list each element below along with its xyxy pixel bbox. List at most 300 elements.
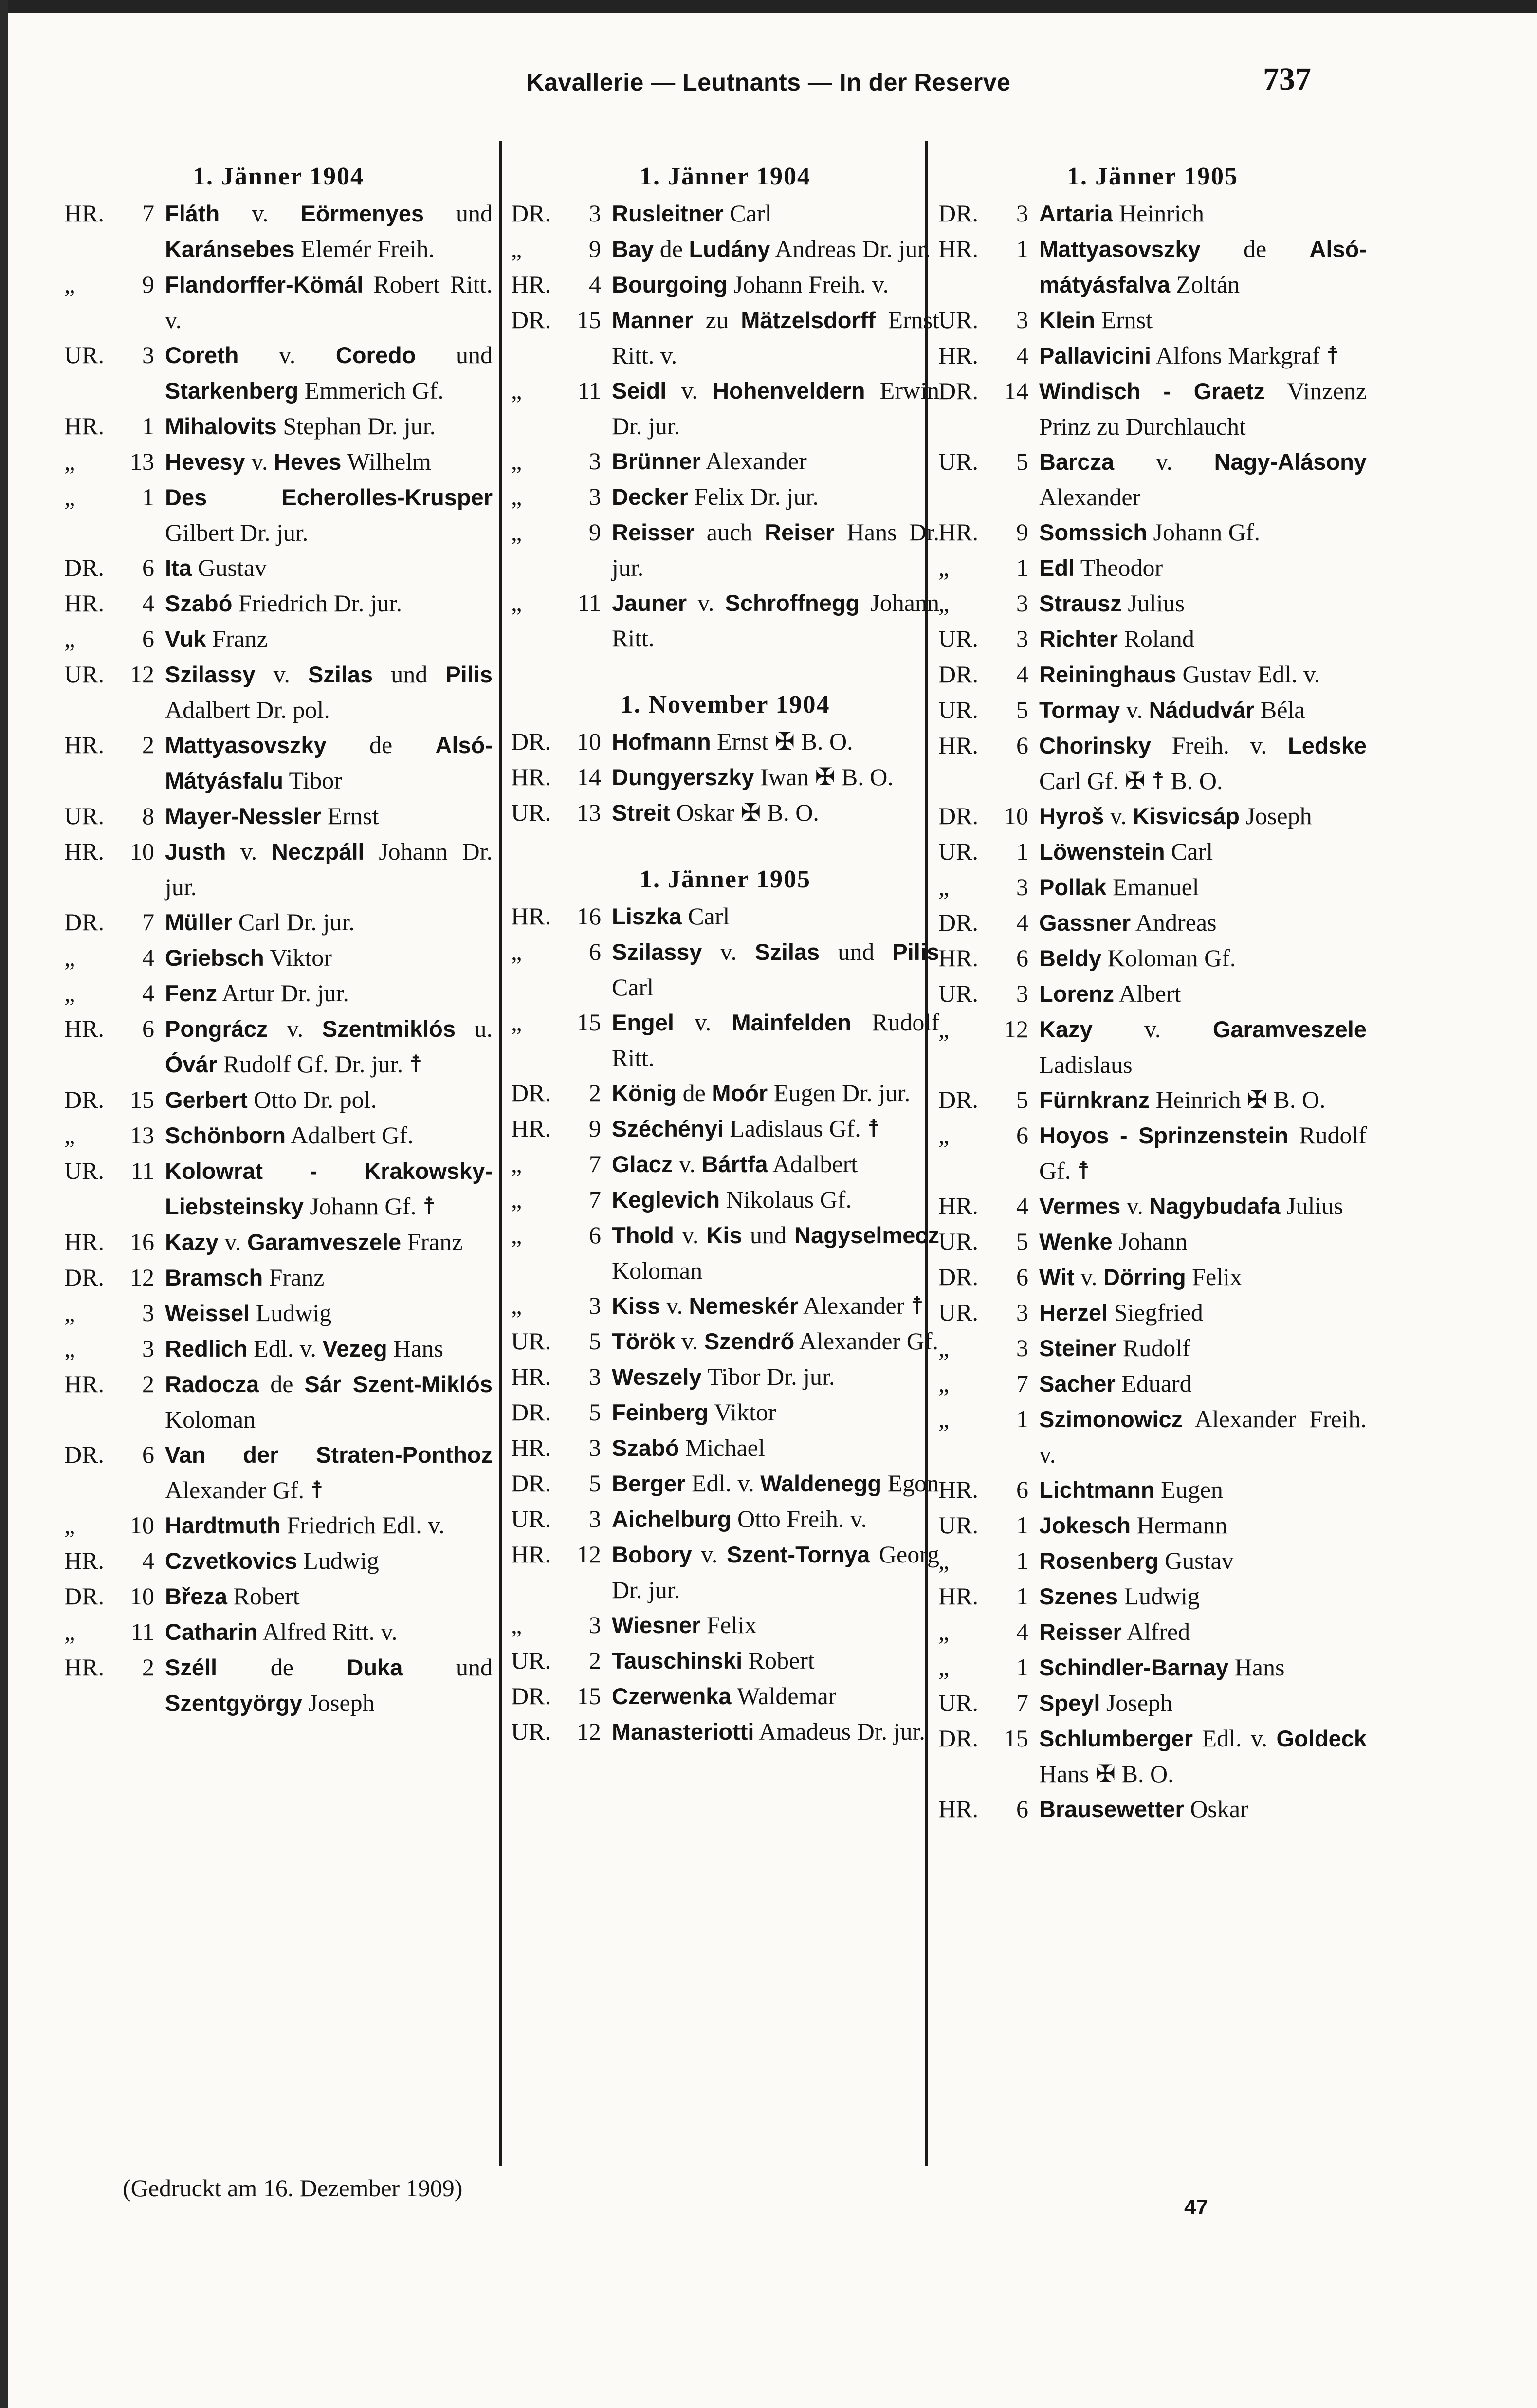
roster-entry [938,231,1367,302]
regiment-number: 15 [130,1086,154,1113]
name-detail: Gustav [191,554,267,581]
section-title: 1. Jänner 1905 [639,865,811,893]
officer-name [612,1466,939,1501]
name-detail: Carl Gf. ✠ ☨ B. O. [1039,767,1223,794]
regiment-number: 3 [142,341,154,368]
roster-entry [511,1359,939,1395]
name-detail: Joseph [1239,802,1312,829]
roster-entry [64,337,493,408]
roster-entry [64,940,493,975]
regiment-number: 6 [589,938,601,965]
officer-name [165,1650,493,1721]
regiment-type: „ [938,1547,950,1574]
name-detail: Franz [263,1264,325,1291]
roster-entry [938,1401,1367,1472]
scan-top-edge [0,0,1537,13]
regiment-number: 7 [142,908,154,936]
section-title: 1. Jänner 1904 [192,163,365,190]
regiment-number: 2 [142,1370,154,1397]
name-detail: v. [245,448,274,475]
name-detail: v. [666,377,713,404]
name-detail: Ladislaus Gf. ☨ [723,1115,880,1142]
surname: Feinberg [612,1399,709,1425]
name-detail: Amadeus Dr. jur. [754,1718,925,1745]
name-detail: Alfred Ritt. v. [257,1618,398,1645]
surname: Kazy [165,1229,219,1255]
name-part: Schroffnegg [725,590,860,616]
regiment-type: DR. [511,306,551,333]
regiment-type: UR. [938,625,978,652]
surname: Griebsch [165,945,264,971]
name-part: Nagy-Alásony [1214,449,1367,475]
surname: Széchényi [612,1116,724,1141]
officer-name [612,1323,939,1359]
regiment-type: „ [511,1611,522,1638]
name-detail: Gustav [1158,1547,1234,1574]
name-detail: v. [1120,696,1149,723]
regiment-type: „ [511,447,522,475]
officer-name [1039,1791,1367,1827]
surname: Vuk [165,626,206,652]
regiment-number: 3 [589,447,601,475]
regiment-type: „ [511,1221,522,1249]
name-part: Pilis [892,939,939,965]
name-detail: Johann Gf. ☨ [303,1193,436,1220]
name-detail: Robert [742,1647,815,1674]
name-part: Reiser [765,519,835,545]
name-detail: Oskar ✠ B. O. [670,799,819,826]
regiment-number: 13 [130,448,154,475]
officer-name [1039,586,1367,621]
surname: Bramsch [165,1265,263,1290]
surname: Szilassy [165,662,256,687]
regiment-number: 4 [142,944,154,971]
regiment-number: 6 [589,1221,601,1249]
regiment-number: 1 [1016,235,1028,262]
officer-name [612,1607,939,1643]
name-detail: v. [1104,802,1133,829]
regiment-type: UR. [938,1228,978,1255]
officer-name [1039,515,1367,550]
regiment-type: HR. [64,1654,104,1681]
name-detail: Johann Ritt. [612,589,939,652]
roster-entry [938,1721,1367,1791]
officer-name [165,1118,493,1153]
regiment-type: UR. [511,1327,551,1355]
name-detail: Hans Dr. jur. [612,518,940,581]
officer-name [1039,1685,1367,1721]
officer-name [165,727,493,798]
roster-entry [511,1075,939,1111]
surname: Löwenstein [1039,839,1165,864]
surname: Pallavicini [1039,343,1151,368]
roster-entry [938,1614,1367,1650]
name-detail: Edl. v. [685,1470,761,1497]
surname: Decker [612,484,688,510]
surname: Mattyasovszky [1039,236,1201,262]
roster-entry [938,1295,1367,1330]
name-detail: Koloman [612,1257,703,1284]
name-detail: Nikolaus Gf. [720,1186,852,1213]
officer-name [1039,657,1367,692]
officer-name [165,621,493,657]
regiment-type: „ [938,1618,950,1645]
surname: Flandorffer-Kömál [165,272,364,297]
name-detail: Ludwig [250,1299,332,1326]
regiment-type: HR. [938,1192,978,1219]
name-detail: v. [702,938,755,965]
name-part: Garamveszele [1212,1016,1367,1042]
officer-name [612,1005,939,1075]
roster-entry [64,1224,493,1260]
roster-entry [64,798,493,834]
regiment-type: DR. [938,1086,978,1113]
name-detail: Alfred [1121,1618,1190,1645]
roster-entry [511,1714,939,1749]
regiment-number: 5 [1016,448,1028,475]
regiment-type: UR. [938,980,978,1007]
regiment-type: DR. [511,1470,551,1497]
name-detail: Joseph [1100,1689,1173,1716]
surname: Ita [165,555,192,581]
roster-entry [511,1111,939,1146]
name-detail: und [416,341,493,368]
name-detail: Robert [227,1582,300,1610]
officer-name [612,1430,939,1466]
name-detail: v. [1114,448,1214,475]
officer-name [165,1260,493,1295]
regiment-number: 3 [1016,873,1028,901]
roster-entry [938,586,1367,621]
regiment-number: 3 [589,1505,601,1532]
surname: Mayer-Nessler [165,803,322,829]
surname: Aichelburg [612,1506,732,1532]
name-detail: Carl [681,902,730,930]
roster-entry [64,1366,493,1437]
officer-name [1039,1259,1367,1295]
name-detail: v. [674,1221,707,1249]
regiment-number: 4 [142,979,154,1007]
regiment-number: 6 [142,1015,154,1042]
name-detail: Joseph [302,1689,375,1716]
surname: Richter [1039,626,1118,652]
surname: Berger [612,1471,686,1496]
officer-name [165,1579,493,1614]
section-title: 1. November 1904 [620,691,830,718]
name-detail: Eugen Dr. jur. [768,1079,911,1106]
roster-entry [64,1650,493,1721]
regiment-number: 4 [1016,342,1028,369]
surname: Coreth [165,342,239,368]
officer-name [165,408,493,444]
name-part: Eörmenyes [300,201,424,226]
name-detail: Georg Dr. jur. [612,1541,939,1603]
regiment-type: DR. [64,1264,104,1291]
roster-entry [938,692,1367,728]
roster-entry [938,1082,1367,1118]
officer-name [165,1224,493,1260]
officer-name [1039,940,1367,976]
regiment-number: 6 [142,625,154,652]
name-detail: v. [1074,1263,1103,1290]
officer-name [612,1643,939,1678]
name-detail: de [326,731,436,758]
name-detail: Viktor [264,944,332,971]
name-detail: Alexander Gf. [794,1327,938,1355]
regiment-number: 12 [130,1264,154,1291]
name-part: Moór [712,1080,768,1106]
name-part: Szentgyörgy [165,1690,303,1716]
name-detail: Rudolf Gf. Dr. jur. ☨ [217,1050,422,1078]
officer-name [612,1359,939,1395]
officer-name [165,1331,493,1366]
officer-name [1039,798,1367,834]
name-part: Mätzelsdorff [741,307,876,333]
officer-name [165,975,493,1011]
surname: Strausz [1039,590,1122,616]
name-detail: Friedrich Dr. jur. [232,589,402,617]
regiment-type: DR. [64,1086,104,1113]
regiment-number: 1 [1016,1547,1028,1574]
regiment-type: „ [511,938,522,965]
roster-entry [938,1259,1367,1295]
surname: Bourgoing [612,272,728,297]
name-detail: Erwin Dr. jur. [612,377,939,440]
regiment-number: 3 [1016,589,1028,617]
name-part: Garamveszele [247,1229,402,1255]
regiment-type: HR. [64,731,104,758]
surname: Fürnkranz [1039,1087,1150,1113]
roster-entry [64,621,493,657]
regiment-type: DR. [938,1725,978,1752]
regiment-type: UR. [938,448,978,475]
surname: Catharin [165,1619,258,1645]
section-title: 1. Jänner 1904 [639,163,811,190]
surname: Szimonowicz [1039,1406,1183,1432]
name-detail: Felix [1186,1263,1242,1290]
name-part: Óvár [165,1051,218,1077]
regiment-type: UR. [64,1157,104,1184]
regiment-number: 10 [577,728,601,755]
regiment-type: „ [938,1370,950,1397]
name-detail: Waldemar [731,1682,837,1709]
surname: König [612,1080,677,1106]
roster-entry [511,515,939,585]
roster-entry [64,727,493,798]
officer-name [1039,976,1367,1011]
name-part: Hohenveldern [713,378,865,404]
roster-entry [938,834,1367,869]
name-detail: Robert Ritt. v. [165,271,493,333]
regiment-number: 10 [130,1511,154,1539]
surname: Weszely [612,1364,702,1390]
surname: Pollak [1039,874,1107,900]
name-detail: Heinrich [1113,200,1204,227]
name-detail: Tibor Dr. jur. [701,1363,835,1390]
regiment-type: UR. [938,838,978,865]
page-number: 737 [1263,61,1311,97]
roster-entry [938,1472,1367,1507]
regiment-type: „ [64,944,75,971]
name-detail: Hans ✠ B. O. [1039,1760,1174,1787]
roster-entry [938,1188,1367,1224]
officer-name [165,1153,493,1224]
officer-name [1039,1188,1367,1224]
name-detail: v. [674,1009,732,1036]
roster-entry [64,586,493,621]
name-detail: und [742,1221,795,1249]
surname: Kiss [612,1293,660,1319]
regiment-number: 6 [1016,1121,1028,1149]
name-part: Szendrő [704,1328,795,1354]
roster-entry [511,1323,939,1359]
surname: Chorinsky [1039,733,1151,758]
regiment-type: DR. [938,377,978,404]
officer-name [1039,338,1367,373]
name-detail: Felix Dr. jur. [688,483,819,510]
regiment-number: 1 [1016,838,1028,865]
name-detail: Rudolf [1116,1334,1190,1361]
name-detail: Ladislaus [1039,1051,1133,1078]
roster-entry [938,1650,1367,1685]
regiment-type: DR. [938,802,978,829]
name-detail: Adalbert Gf. [286,1121,414,1149]
name-part: Nemeskér [689,1293,799,1319]
surname: Rosenberg [1039,1548,1159,1574]
surname: Fláth [165,201,220,226]
officer-name [165,1437,493,1507]
roster-entry [511,1678,939,1714]
regiment-type: HR. [938,1582,978,1610]
officer-name [612,515,939,585]
regiment-type: „ [938,554,950,581]
name-detail: v. [692,1541,727,1568]
regiment-number: 1 [1016,1582,1028,1610]
officer-name [165,337,493,408]
officer-name [1039,302,1367,338]
name-detail: Andreas Dr. jur. [770,235,931,262]
regiment-type: DR. [511,1682,551,1709]
surname: Jokesch [1039,1512,1131,1538]
regiment-number: 11 [577,589,601,616]
name-detail: Ernst ✠ B. O. [711,728,853,755]
roster-entry [64,1331,493,1366]
roster-entry [511,1288,939,1323]
surname: Sacher [1039,1371,1116,1397]
surname: Březa [165,1583,228,1609]
roster-entry [511,267,939,302]
regiment-type: DR. [938,661,978,688]
regiment-type: DR. [511,728,551,755]
name-detail: Zoltán [1170,271,1240,298]
name-detail: auch [694,518,765,546]
surname: Thold [612,1222,674,1248]
name-detail: Emanuel [1106,873,1199,901]
officer-name [1039,692,1367,728]
regiment-type: „ [511,1150,522,1177]
regiment-type: „ [511,589,522,616]
surname: Barcza [1039,449,1115,475]
officer-name [1039,231,1367,302]
regiment-type: „ [938,1121,950,1149]
name-part: Dörring [1103,1264,1186,1290]
name-detail: Béla [1254,696,1305,723]
roster-entry [64,444,493,479]
roster-entry [64,904,493,940]
regiment-number: 14 [577,763,601,790]
roster-entry [938,905,1367,940]
regiment-number: 3 [1016,306,1028,333]
regiment-number: 2 [589,1079,601,1106]
roster-entry [511,1395,939,1430]
column-2 [511,157,939,1749]
officer-name [1039,1330,1367,1366]
roster-entry [938,621,1367,657]
roster-entry [938,657,1367,692]
name-detail: Ernst [321,802,379,829]
regiment-type: „ [511,1186,522,1213]
surname: Szabó [165,590,233,616]
regiment-number: 15 [1004,1725,1028,1752]
officer-name [1039,1543,1367,1579]
regiment-number: 16 [577,902,601,930]
roster-entry [64,1153,493,1224]
officer-name [612,1075,939,1111]
surname: Wit [1039,1264,1075,1290]
surname: Speyl [1039,1690,1100,1716]
regiment-number: 1 [1016,554,1028,581]
regiment-number: 8 [142,802,154,829]
regiment-number: 5 [1016,1228,1028,1255]
regiment-type: DR. [511,1398,551,1426]
regiment-type: UR. [64,341,104,368]
name-part: Mainfelden [732,1010,851,1035]
regiment-type: UR. [938,1689,978,1716]
signature-mark: 47 [1184,2195,1208,2219]
regiment-number: 1 [1016,1405,1028,1433]
officer-name [165,904,493,940]
regiment-type: UR. [511,1505,551,1532]
regiment-type: „ [64,1618,75,1645]
officer-name [612,1395,939,1430]
regiment-number: 3 [1016,625,1028,652]
name-detail: v. [220,200,301,227]
roster-entry [938,1224,1367,1259]
roster-entry [511,1146,939,1182]
name-detail: Gilbert Dr. jur. [165,519,309,546]
column-divider-left [499,141,502,2166]
regiment-number: 9 [589,1115,601,1142]
regiment-number: 9 [589,518,601,546]
name-detail: Heinrich ✠ B. O. [1150,1086,1326,1113]
surname: Streit [612,800,671,826]
regiment-type: „ [64,979,75,1007]
regiment-type: UR. [64,661,104,688]
officer-name [1039,444,1367,515]
name-part: Starkenberg [165,378,299,404]
regiment-number: 6 [1016,1476,1028,1503]
regiment-type: DR. [938,909,978,936]
name-detail: v. [675,1327,704,1355]
regiment-type: „ [511,1292,522,1319]
name-part: Ledske [1288,733,1367,758]
name-part: Szent-Tornya [727,1542,870,1567]
name-detail: Ludwig [1117,1582,1200,1610]
roster-entry [64,408,493,444]
officer-name [165,1295,493,1331]
officer-name [1039,869,1367,905]
officer-name [1039,550,1367,586]
